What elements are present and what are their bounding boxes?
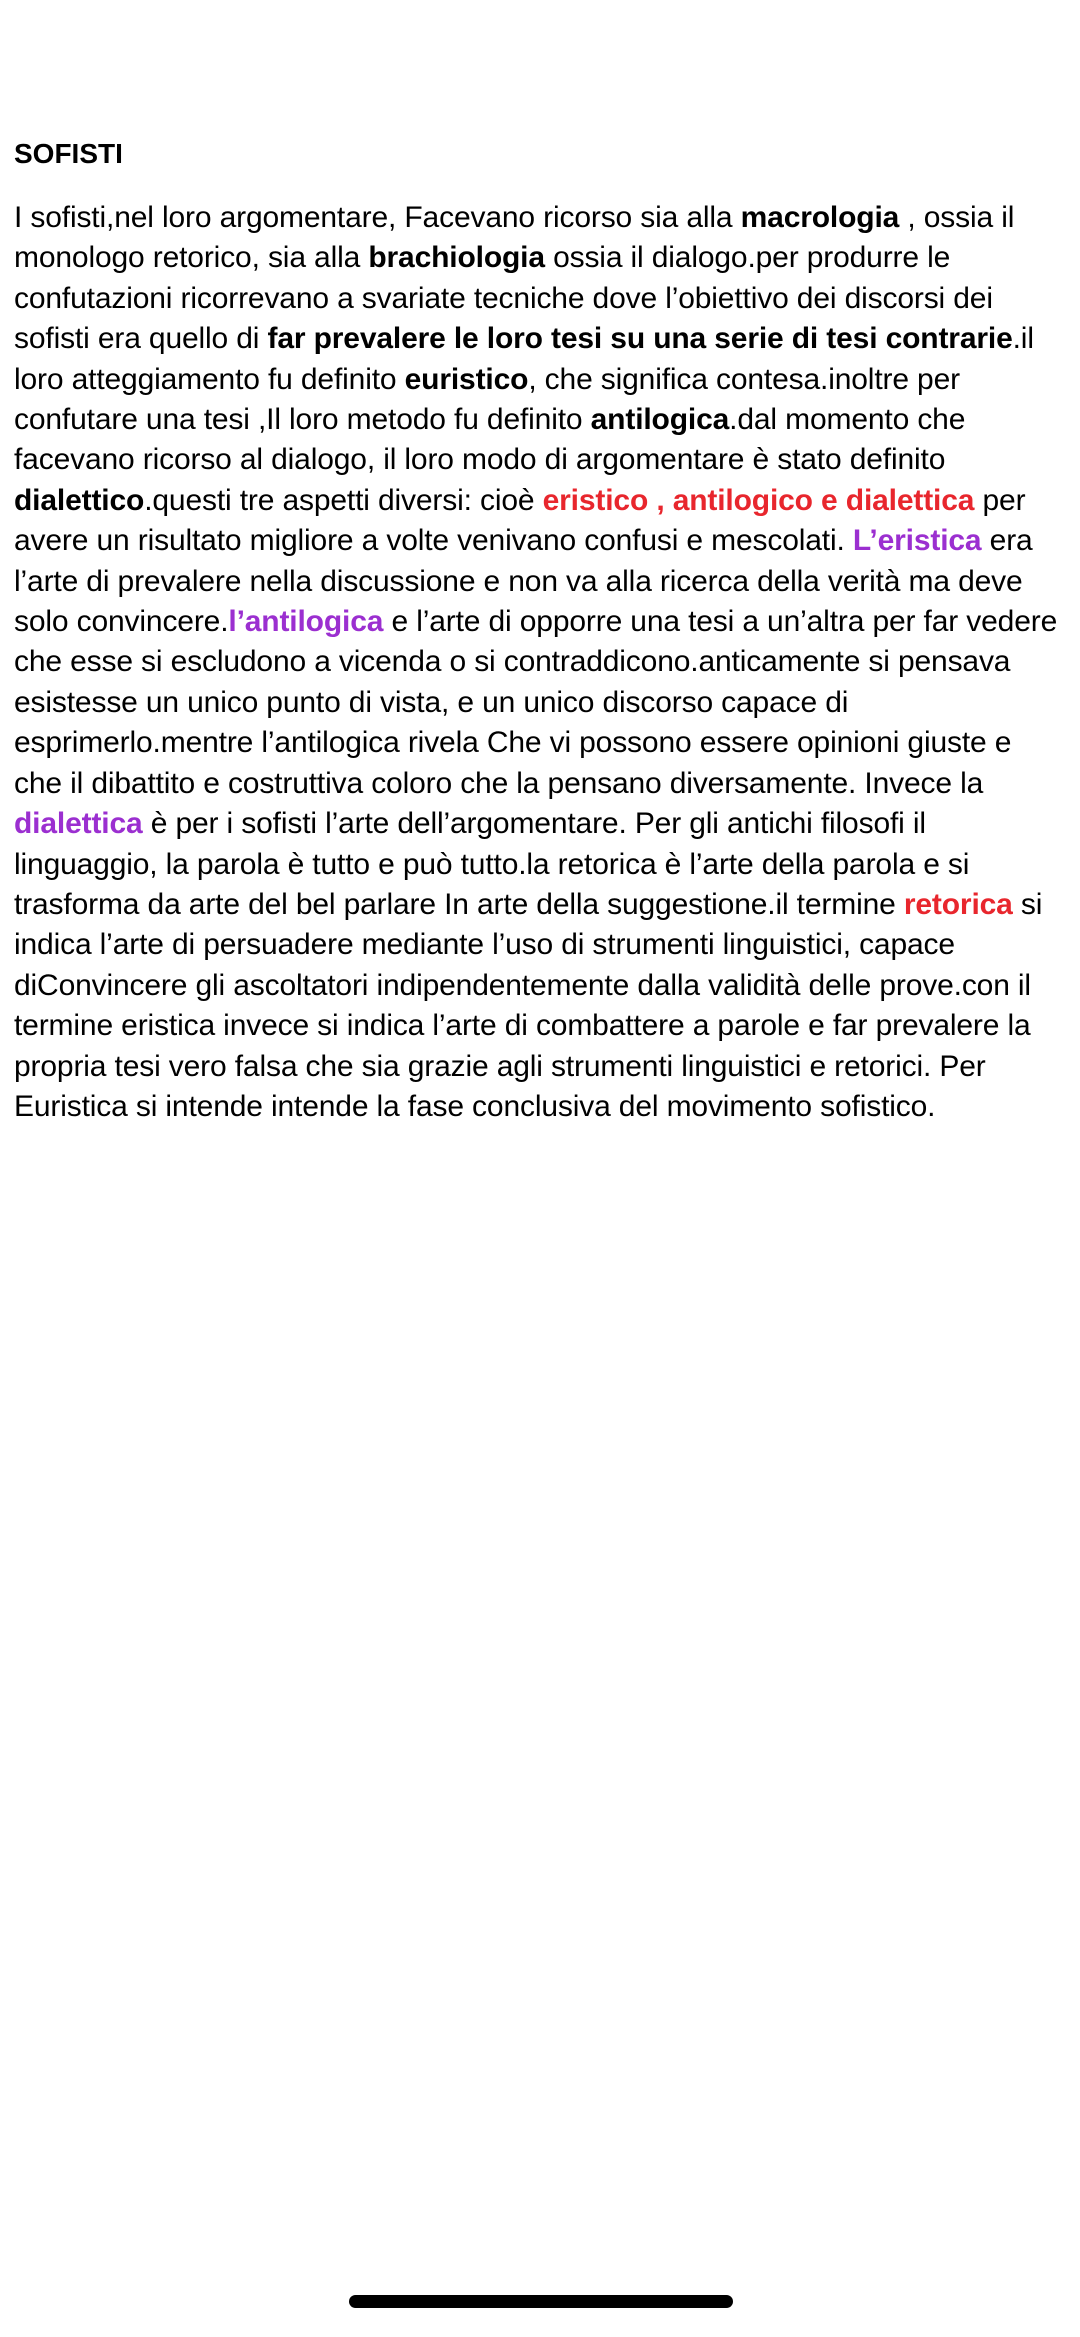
text-run: si indica l’arte di persuadere mediante l’uso di strumenti linguistici, capace diConvincere gli ascoltatori indipendentemente dalla validità delle prove.con il termine eristica invece si indica l’arte di combattere a parole e far prevalere la propria tesi vero falsa che sia grazie agli strumenti linguistici e retorici. Per Euristica si intende intende la fase conclusiva del movimento sofistico. (14, 887, 1051, 1123)
bold-term: euristico (404, 362, 529, 396)
page-title: SOFISTI (14, 138, 123, 169)
highlight-purple-term: L’eristica (852, 524, 982, 558)
text-run: .questi tre aspetti diversi: cioè (144, 483, 543, 517)
text-run: , ossia il monologo retorico, sia alla (14, 201, 1023, 275)
text-run: ossia il dialogo.per produrre le confutazioni ricorrevano a svariate tecniche dove l’obiettivo dei discorsi dei sofisti era quello di (14, 241, 1002, 356)
home-indicator[interactable] (349, 2295, 733, 2308)
text-run: era l’arte di prevalere nella discussione e non va alla ricerca della verità ma deve solo convincere. (14, 524, 1041, 639)
highlight-red-term: eristico , antilogico e dialettica (542, 483, 975, 517)
bold-term: macrologia (740, 201, 900, 234)
text-run: I sofisti,nel loro argomentare, Facevano ricorso sia alla (14, 201, 741, 234)
text-run: per avere un risultato migliore a volte venivano confusi e mescolati. (14, 483, 1034, 558)
bold-term: antilogica (590, 403, 730, 437)
text-run: è per i sofisti l’arte dell’argomentare. Per gli antichi filosofi il linguaggio, la parola è tutto e può tutto.la retorica è l’arte della parola e si trasforma da arte del bel parlare In arte della suggestione.il termine (14, 807, 978, 921)
text-run: .il loro atteggiamento fu definito (14, 322, 1043, 396)
bold-term: brachiologia (368, 241, 545, 275)
bold-term: far prevalere le loro tesi su una serie di tesi contrarie (267, 322, 1013, 356)
highlight-purple-term: dialettica (14, 807, 143, 841)
text-run: e l’arte di opporre una tesi a un’altra per far vedere che esse si escludono a vicenda o si contraddicono.anticamente si pensava esistesse un unico punto di vista, e un unico discorso capace di esprimerlo.mentre l’antilogica rivela Che vi possono essere opinioni giuste e che il dibattito e costruttiva coloro che la pensano diversamente. Invece la (14, 605, 1066, 800)
body-paragraph (14, 198, 1066, 1127)
text-run: , che significa contesa.inoltre per confutare una tesi ,Il loro metodo fu definito (14, 362, 969, 437)
text-run: .dal momento che facevano ricorso al dialogo, il loro modo di argomentare è stato definito (14, 403, 974, 477)
highlight-purple-term: l’antilogica (228, 605, 384, 639)
highlight-red-term: retorica (903, 887, 1013, 921)
bold-term: dialettico (14, 483, 145, 517)
